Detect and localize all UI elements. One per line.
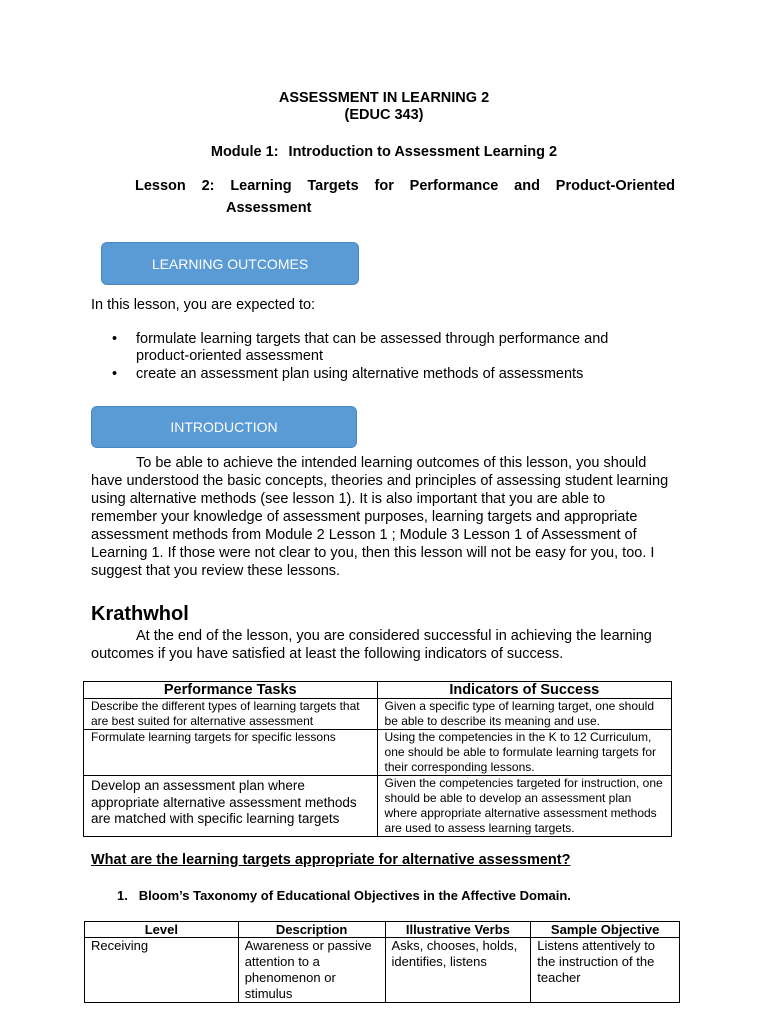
table-row	[85, 938, 680, 1003]
introduction-label: INTRODUCTION	[170, 419, 278, 435]
table-header-cell: Sample Objective	[531, 922, 680, 938]
table-cell: Describe the different types of learning targets that are best suited for alternative assessment	[84, 699, 378, 730]
table-header-row	[84, 682, 672, 699]
table-header-cell: Description	[238, 922, 385, 938]
table-header-cell: Level	[85, 922, 239, 938]
krathwhol-paragraph	[91, 627, 675, 663]
list-item: • create an assessment plan using alternative methods of assessments	[91, 366, 651, 383]
table-cell: Asks, chooses, holds, identifies, listens	[385, 938, 531, 1003]
module-title: Introduction to Assessment Learning 2	[288, 144, 558, 160]
introduction-text: To be able to achieve the intended learning outcomes of this lesson, you should have understood the basic concepts, theories and principles of assessing student learning using alternative methods (see lesson 1). It is also important that you are able to remember your knowledge of assessment purposes, learning targets and appropriate assessment methods from Module 2 Lesson 1 ; Module 3 Lesson 1 of Assessment of Learning 1. If those were not clear to you, then this lesson will not be easy for you, too. I suggest that you review these lessons.	[91, 455, 669, 579]
table-cell: Listens attentively to the instruction of the teacher	[531, 938, 680, 1003]
table-cell: Using the competencies in the K to 12 Curriculum, one should be able to formulate learning targets for their corresponding lessons.	[377, 730, 671, 776]
document-title	[0, 90, 768, 124]
table-cell: Formulate learning targets for specific lessons	[84, 730, 378, 776]
table-header-row	[85, 922, 680, 938]
introduction-paragraph	[91, 454, 675, 580]
module-heading	[0, 144, 768, 160]
heading-text: Bloom’s Taxonomy of Educational Objectives in the Affective Domain.	[138, 888, 571, 903]
table-row	[84, 699, 672, 730]
lesson-heading-line2: Assessment	[226, 200, 312, 216]
list-item: • formulate learning targets that can be assessed through performance and product-oriented assessment	[91, 331, 651, 365]
table-cell: Awareness or passive attention to a phenomenon or stimulus	[238, 938, 385, 1003]
krathwhol-text: At the end of the lesson, you are considered successful in achieving the learning outcomes if you have satisfied at least the following indicators of success.	[91, 628, 652, 662]
table-header-cell: Illustrative Verbs	[385, 922, 531, 938]
lesson-heading-line1: Lesson 2: Learning Targets for Performance and Product-Oriented	[135, 178, 675, 194]
learning-outcomes-label: LEARNING OUTCOMES	[151, 255, 309, 272]
outcomes-list	[91, 331, 651, 384]
table-row	[84, 730, 672, 776]
introduction-banner	[91, 406, 357, 448]
table-cell: Given a specific type of learning target, one should be able to describe its meaning and use.	[377, 699, 671, 730]
module-label: Module 1:	[210, 144, 279, 160]
course-code: (EDUC 343)	[344, 107, 424, 123]
table-cell: Develop an assessment plan where appropriate alternative assessment methods are matched with specific learning targets	[84, 776, 378, 837]
table-cell: Given the competencies targeted for instruction, one should be able to develop an assessment plan where appropriate alternative assessment methods are used to assess learning targets.	[377, 776, 671, 837]
krathwhol-heading: Krathwhol	[91, 603, 189, 625]
success-indicators-table	[83, 681, 672, 837]
course-title: ASSESSMENT IN LEARNING 2	[278, 90, 490, 106]
numbered-heading	[117, 888, 571, 903]
section-question-heading: What are the learning targets appropriate for alternative assessment?	[91, 852, 571, 868]
heading-number: 1.	[117, 888, 128, 903]
outcomes-intro: In this lesson, you are expected to:	[91, 297, 316, 313]
table-header-cell: Indicators of Success	[377, 682, 671, 699]
learning-outcomes-banner	[101, 242, 359, 285]
table-row	[84, 776, 672, 837]
affective-domain-table	[84, 921, 680, 1003]
table-cell: Receiving	[85, 938, 239, 1003]
table-header-cell: Performance Tasks	[84, 682, 378, 699]
